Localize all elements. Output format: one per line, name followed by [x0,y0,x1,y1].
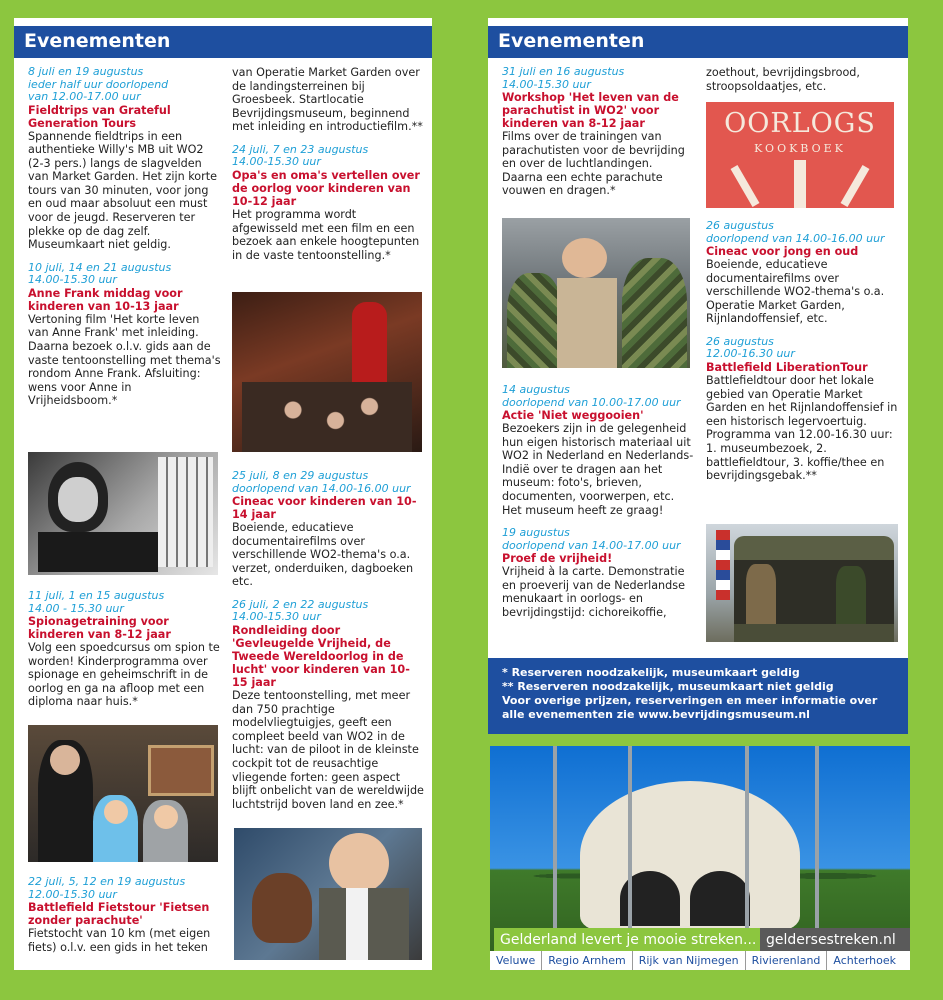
photo-storytelling-room [232,292,422,452]
event-proef-continued: zoethout, bevrijdingsbrood, stroopsoldaatjes, etc. [706,66,860,93]
event-title: Opa's en oma's vertellen over de oorlog voor kinderen van 10-12 jaar [232,168,420,208]
event-title: Actie 'Niet weggooien' [502,409,644,422]
right-col2-b [706,220,902,493]
right-footer-legend [488,658,908,734]
event-niet-weggooien [502,384,694,517]
event-workshop-parachutist [502,66,694,198]
photo-parachute-workshop [502,218,690,368]
event-sub: 12.00-16.30 uur [706,347,795,361]
event-dates: 26 augustus [706,219,774,232]
event-body: Volg een spoedcursus om spion te worden! Kinderprogramma over spionage en geheimschrift in de oorlog en ga na afloop met een diploma naar huis.* [28,641,220,709]
event-dates: 25 juli, 8 en 29 augustus [232,469,369,482]
event-sub: 14.00-15.30 uur [232,155,321,169]
event-title: Battlefield Fietstour 'Fietsen zonder parachute' [28,901,210,927]
right-col1-b [502,384,694,630]
region-arnhem: Regio Arnhem [542,951,632,970]
event-dates: 26 augustus [706,334,774,348]
event-sub: doorlopend van 14.00-16.00 uur [706,231,885,245]
photo-aviator-helmet [234,828,422,960]
event-anne-frank [28,262,222,408]
event-body: Bezoekers zijn in de gelegenheid hun eigen historisch materiaal uit WO2 in Nederland en Nederlands-Indië over te dragen aan het museum: foto's, brieven, documenten, voorwerpen, etc. Het museum heeft ze graag! [502,422,694,517]
event-dates: 19 augustus [502,526,570,540]
event-title: Fieldtrips van Grateful Generation Tours [28,103,171,130]
right-col2 [706,66,898,93]
event-dates: 14 augustus [502,383,570,396]
event-dates: 11 juli, 1 en 15 augustus [28,589,165,602]
event-dates: 10 juli, 14 en 21 augustus [28,260,172,274]
left-col1-c [28,876,222,964]
event-body: Spannende fieldtrips in een authentieke Willy's MB uit WO2 (2-3 pers.) langs de slagvelden van Market Garden. Het zijn korte tours van 30 minuten, voor jong en oud maar absoluut een must voor de jeugd. Reserveren ter plekke op de dag zelf. Museumkaart niet geldig. [28,129,218,252]
region-nijmegen: Rijk van Nijmegen [633,951,746,970]
event-title: Battlefield LiberationTour [706,360,868,374]
event-body: Boeiende, educatieve documentairefilms over verschillende WO2-thema's o.a. verzet, onderduiken, dagboeken etc. [232,521,414,589]
event-rondleiding [232,599,424,811]
event-title: Spionagetraining voor kinderen van 8-12 jaar [28,615,171,641]
right-col1 [502,66,694,208]
event-dates: 26 juli, 2 en 22 augustus [232,597,369,611]
left-col1 [28,66,222,418]
event-cineac-jong-oud [706,220,902,326]
event-proef-de-vrijheid [502,527,694,619]
event-fieldtrips [28,66,222,252]
event-dates: 22 juli, 5, 12 en 19 augustus [28,875,186,888]
left-col2-b [232,470,424,821]
event-fietstour-continued: van Operatie Market Garden over de landingsterreinen bij Groesbeek. Startlocatie Bevrijdingsmuseum, beginnend met inleiding en introductiefilm.** [232,66,423,134]
left-header: Evenementen [14,26,432,58]
event-dates: 8 juli en 19 augustus [28,65,144,78]
photo-veteran-children [28,725,218,862]
event-sub: 14.00 - 15.30 uur [28,601,124,615]
photo-anne-frank [28,452,218,575]
photo-oorlogs-kookboek [706,102,894,208]
event-dates: 24 juli, 7 en 23 augustus [232,142,369,156]
event-body: Fietstocht van 10 km (met eigen fiets) o.l.v. een gids in het teken [28,927,211,954]
event-body: Boeiende, educatieve documentairefilms over verschillende WO2-thema's o.a. Operatie Market Garden, Rijnlandoffensief, etc. [706,258,885,326]
left-col2 [232,66,424,272]
event-spionage [28,590,222,709]
event-body: Vrijheid à la carte. Demonstratie en proeverij van de Nederlandse menukaart in oorlogs- en bevrijdingstijd: cichoreikoffie, [502,565,685,619]
event-sub: van 12.00-17.00 uur [28,90,141,103]
event-cineac-kinderen [232,470,424,589]
region-achterhoek: Achterhoek [833,954,897,967]
event-sub: 14.00-15.30 uur [232,610,321,624]
event-title: Cineac voor jong en oud [706,245,859,258]
region-rivierenland: Rivierenland [746,951,828,970]
ad-slogan: Gelderland levert je mooie streken... [494,928,760,952]
event-body: Deze tentoonstelling, met meer dan 750 prachtige modelvliegtuigjes, geeft een compleet beeld van WO2 in de lucht: van de piloot in de kleinste cockpit tot de reusachtige vliegende forten: geen aspect blijft onbelicht van de wereldwijde luchtstrijd boven land en zee.* [232,688,424,811]
event-sub: doorlopend van 14.00-17.00 uur [502,538,681,552]
event-title: Cineac voor kinderen van 10-14 jaar [232,495,417,521]
event-opas-omas [232,144,424,262]
event-title: Proef de vrijheid! [502,552,613,566]
legend-double-star: ** Reserveren noodzakelijk, museumkaart niet geldig [502,680,834,693]
event-sub: doorlopend van 10.00-17.00 uur [502,395,681,409]
event-dates: 31 juli en 16 augustus [502,65,625,78]
region-veluwe: Veluwe [490,951,542,970]
legend-more-info: Voor overige prijzen, reserveringen en meer informatie over alle evenementen zie www.bevrijdingsmuseum.nl [502,694,878,721]
event-title: Workshop 'Het leven van de parachutist in WO2' voor kinderen van 8-12 jaar [502,91,679,130]
event-body: Het programma wordt afgewisseld met een film en een bezoek aan enkele hoogtepunten in de vaste tentoonstelling.* [232,207,420,262]
event-sub: ieder half uur doorlopend [28,77,169,91]
event-title: Rondleiding door 'Gevleugelde Vrijheid, de Tweede Wereldoorlog in de lucht' voor kinderen van 10-15 jaar [232,623,410,689]
legend-single-star: * Reserveren noodzakelijk, museumkaart geldig [502,666,800,679]
left-col1-b [28,590,222,719]
event-sub: 14.00-15.30 uur [502,77,591,91]
book-subtitle: KOOKBOEK [754,142,846,155]
event-title: Anne Frank middag voor kinderen van 10-13 jaar [28,286,183,313]
right-header: Evenementen [488,26,908,58]
photo-army-vehicle [706,524,898,642]
event-body: Vertoning film 'Het korte leven van Anne Frank' met inleiding. Daarna bezoek o.l.v. gids aan de vaste tentoonstelling met thema's rondom Anne Frank. Afsluiting: wens voor Anne in Vrijheidsboom.* [28,312,221,408]
event-body: Films over de trainingen van parachutisten voor de bevrijding en over de luchtlandingen. Daarna een echte parachute vouwen en dragen.* [502,130,685,198]
event-sub: 12.00-15.30 uur [28,887,117,901]
ad-domain: geldersestreken.nl [760,928,910,952]
book-title: OORLOGS [724,108,876,139]
event-sub: 14.00-15.30 uur [28,273,117,287]
event-body: Battlefieldtour door het lokale gebied van Operatie Market Garden en het Rijnlandoffensief in een historisch legervoertuig. Programma van 12.00-16.30 uur: 1. museumbezoek, 2. battlefieldtour, 3. koffie/thee en bevrijdingsgebak.** [706,373,898,483]
ad-regions [490,951,910,970]
event-liberation-tour [706,336,902,483]
event-fietstour [28,876,222,954]
event-sub: doorlopend van 14.00-16.00 uur [232,481,411,495]
